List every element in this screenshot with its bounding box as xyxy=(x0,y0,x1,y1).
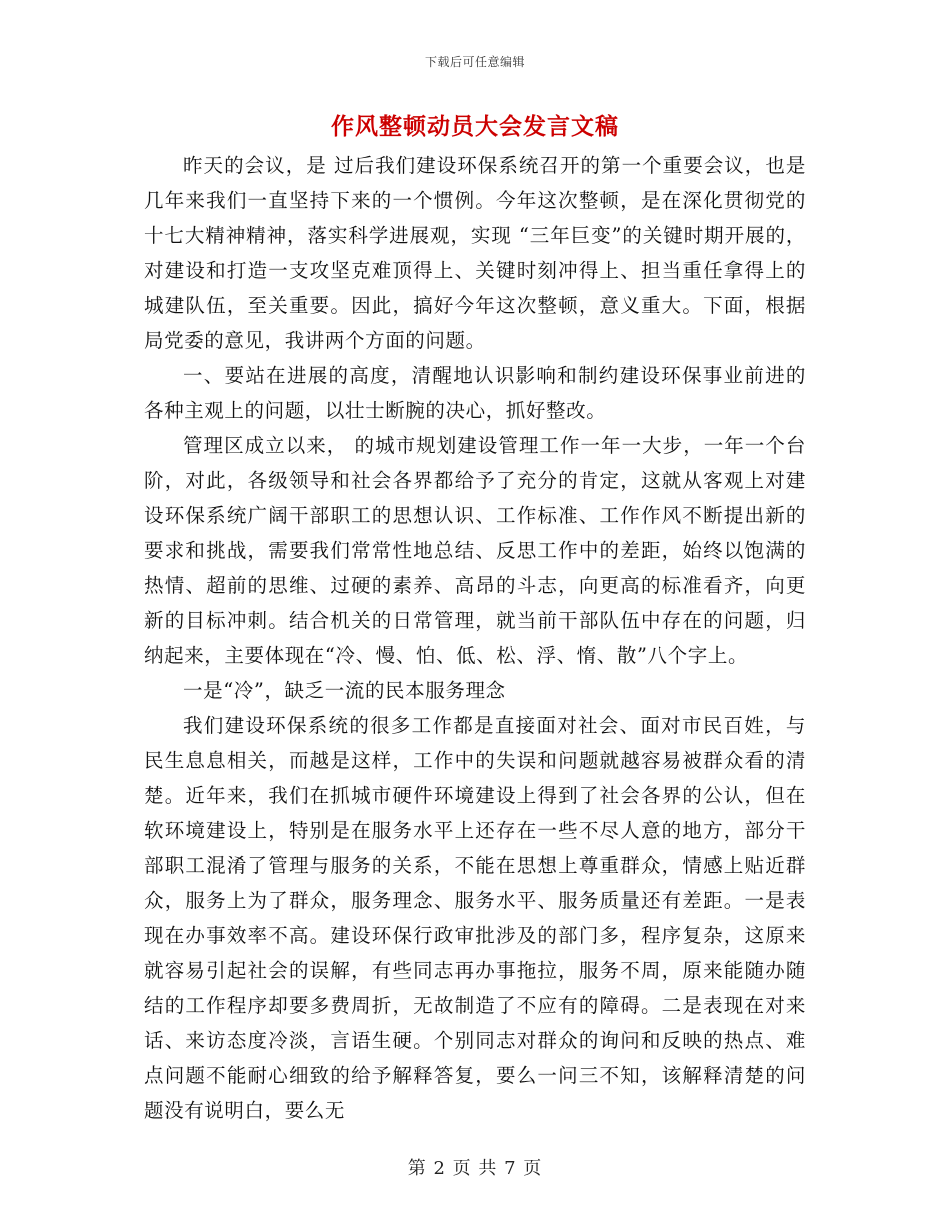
header-note: 下载后可任意编辑 xyxy=(424,55,525,69)
document-body xyxy=(144,148,806,1128)
paragraph-management-overview: 管理区成立以来， 的城市规划建设管理工作一年一大步，一年一个台阶，对此，各级领导和社会各界都给予了充分的肯定，这就从客观上对建设环保系统广阔干部职工的思想认识、工作标准、工作作风不断提出新的要求和挑战，需要我们常常性地总结、反思工作中的差距，始终以饱满的热情、超前的思维、过硬的素养、高昂的斗志，向更高的标准看齐，向更新的目标冲刺。结合机关的日常管理，就当前干部队伍中存在的问题，归纳起来，主要体现在“冷、慢、怕、低、松、浮、惰、散”八个字上。 xyxy=(144,434,806,667)
page-number-footer: 第 2 页 共 7 页 xyxy=(407,1158,543,1179)
paragraph-section-one-heading: 一、要站在进展的高度，清醒地认识影响和制约建设环保事业前进的各种主观上的问题，以壮士断腕的决心，抓好整改。 xyxy=(144,364,806,422)
paragraph-subheading-cold: 一是“冷”，缺乏一流的民本服务理念 xyxy=(183,679,506,702)
document-title: 作风整顿动员大会发言文稿 xyxy=(331,113,619,140)
paragraph-service-issues: 我们建设环保系统的很多工作都是直接面对社会、面对市民百姓，与民生息息相关，而越是这样，工作中的失误和问题就越容易被群众看的清楚。近年来，我们在抓城市硬件环境建设上得到了社会各界的公认，但在软环境建设上，特别是在服务水平上还存在一些不尽人意的地方，部分干部职工混淆了管理与服务的关系，不能在思想上尊重群众，情感上贴近群众，服务上为了群众，服务理念、服务水平、服务质量还有差距。一是表现在办事效率不高。建设环保行政审批涉及的部门多，程序复杂，这原来就容易引起社会的误解，有些同志再办事拖拉，服务不周，原来能随办随结的工作程序却要多费周折，无故制造了不应有的障碍。二是表现在对来话、来访态度冷淡，言语生硬。个别同志对群众的询问和反映的热点、难点问题不能耐心细致的给予解释答复，要么一问三不知，该解释清楚的问题没有说明白，要么无 xyxy=(144,714,806,1122)
paragraph-intro: 昨天的会议，是 过后我们建设环保系统召开的第一个重要会议，也是几年来我们一直坚持下来的一个惯例。今年这次整顿，是在深化贯彻党的十七大精神精神，落实科学进展观，实现 “三年巨变”的关键时期开展的，对建设和打造一支攻坚克难顶得上、关键时刻冲得上、担当重任拿得上的城建队伍，至关重要。因此，搞好今年这次整顿，意义重大。下面，根据局党委的意见，我讲两个方面的问题。 xyxy=(144,154,806,352)
